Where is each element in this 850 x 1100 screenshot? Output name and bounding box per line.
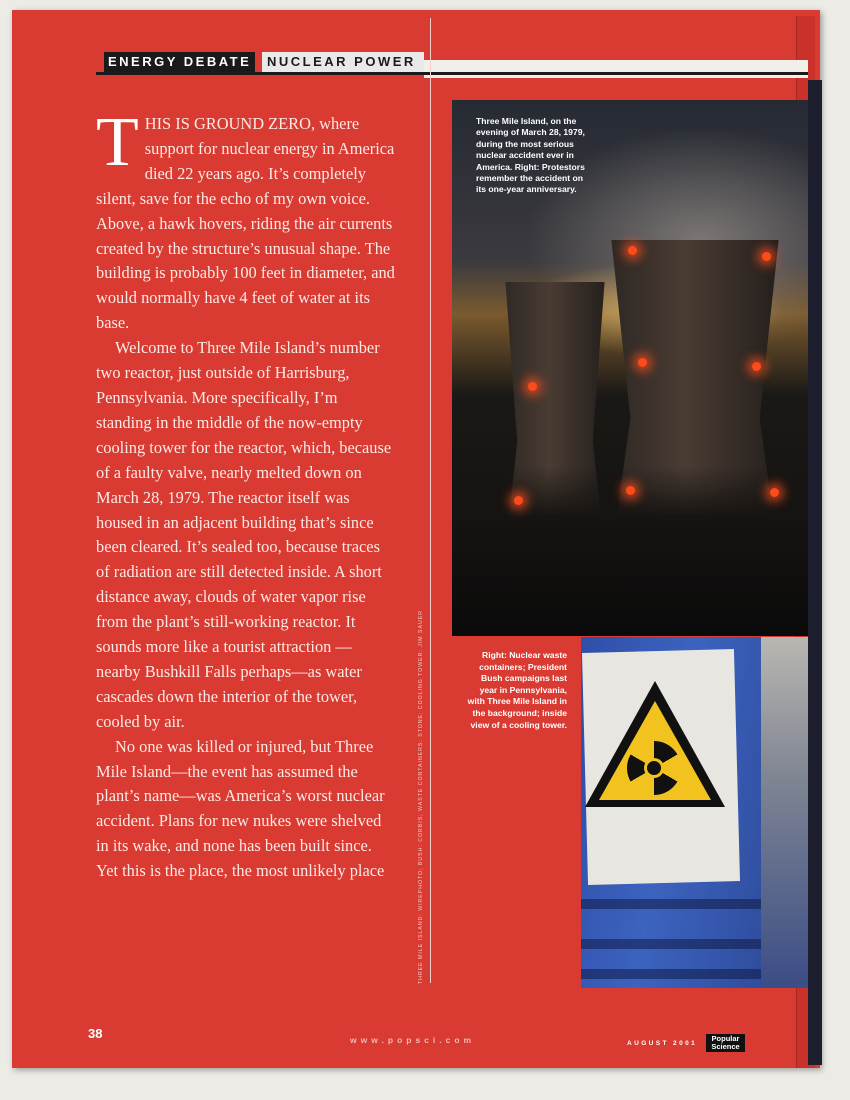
photo-credit: THREE MILE ISLAND: WIREPHOTO; BUSH: CORBIS; WASTE CONTAINERS: STONE; COOLING TOWER: JIM SAUER [418, 610, 424, 984]
paragraph-1 [96, 104, 396, 336]
paragraph-3: No one was killed or injured, but Three Mile Island—the event has assumed the plant’s name—was America’s worst nuclear accident. Plans for new nukes were shelved in its wake, and none has been built since. Yet this is the place, the most unlikely place [96, 736, 385, 881]
photo-caption-1: Three Mile Island, on the evening of March 28, 1979, during the most serious nuclear accident ever in America. Right: Protestors remember the accident on its one-year anniversary. [476, 116, 585, 195]
adjacent-page-edge [808, 80, 822, 1065]
warning-light [638, 358, 647, 367]
page-number: 38 [88, 1026, 103, 1041]
paragraph-2: Welcome to Three Mile Island’s number two reactor, just outside of Harrisburg, Pennsylvania. More specifically, I’m standing in the middle of the now-empty cooling tower for the reactor, which, because of a faulty valve, nearly melted down on March 28, 1979. The reactor itself was housed in an adjacent building that’s since been cleared. It’s sealed too, because traces of radiation are still detected inside. A short distance away, clouds of water vapor rise from the plant’s still-working reactor. It sounds more like a tourist attraction —nearby Bushkill Falls perhaps—as water cascades down the interior of the tower, cooled by air. [96, 338, 392, 731]
warning-light [762, 252, 771, 261]
warning-light [770, 488, 779, 497]
header-strip [424, 60, 808, 78]
cooling-towers-photo [452, 100, 808, 636]
warning-light [514, 496, 523, 505]
column-rule [430, 18, 431, 983]
warning-light [752, 362, 761, 371]
logo-line-2: Science [711, 1042, 740, 1051]
logo-line-1: Popular [711, 1034, 740, 1043]
warning-light [626, 486, 635, 495]
header-rule [96, 72, 808, 75]
photo-caption-2: Right: Nuclear waste containers; President Bush campaigns last year in Pennsylvania, with Three Mile Island in the background; inside view of a cooling tower. [467, 650, 567, 730]
paragraph-1-text: HIS IS GROUND ZERO, where support for nuclear energy in America died 22 years ago. It’s completely silent, save for the echo of my own voice. Above, a hawk hovers, riding the air currents created by the structure’s unusual shape. The building is probably 100 feet in diameter, and would normally have 4 feet of water at its base. [96, 114, 395, 333]
website-url: www.popsci.com [350, 1035, 476, 1045]
photo-background [761, 637, 808, 988]
topic-label: NUCLEAR POWER [262, 52, 424, 72]
magazine-logo [706, 1034, 745, 1052]
waste-container-photo [581, 637, 808, 988]
warning-light [528, 382, 537, 391]
section-label: ENERGY DEBATE [104, 52, 255, 72]
article-body [96, 104, 396, 884]
drop-cap: T [96, 104, 139, 181]
warning-light [628, 246, 637, 255]
issue-date: AUGUST 2001 [627, 1040, 698, 1047]
trefoil-center [647, 761, 661, 775]
